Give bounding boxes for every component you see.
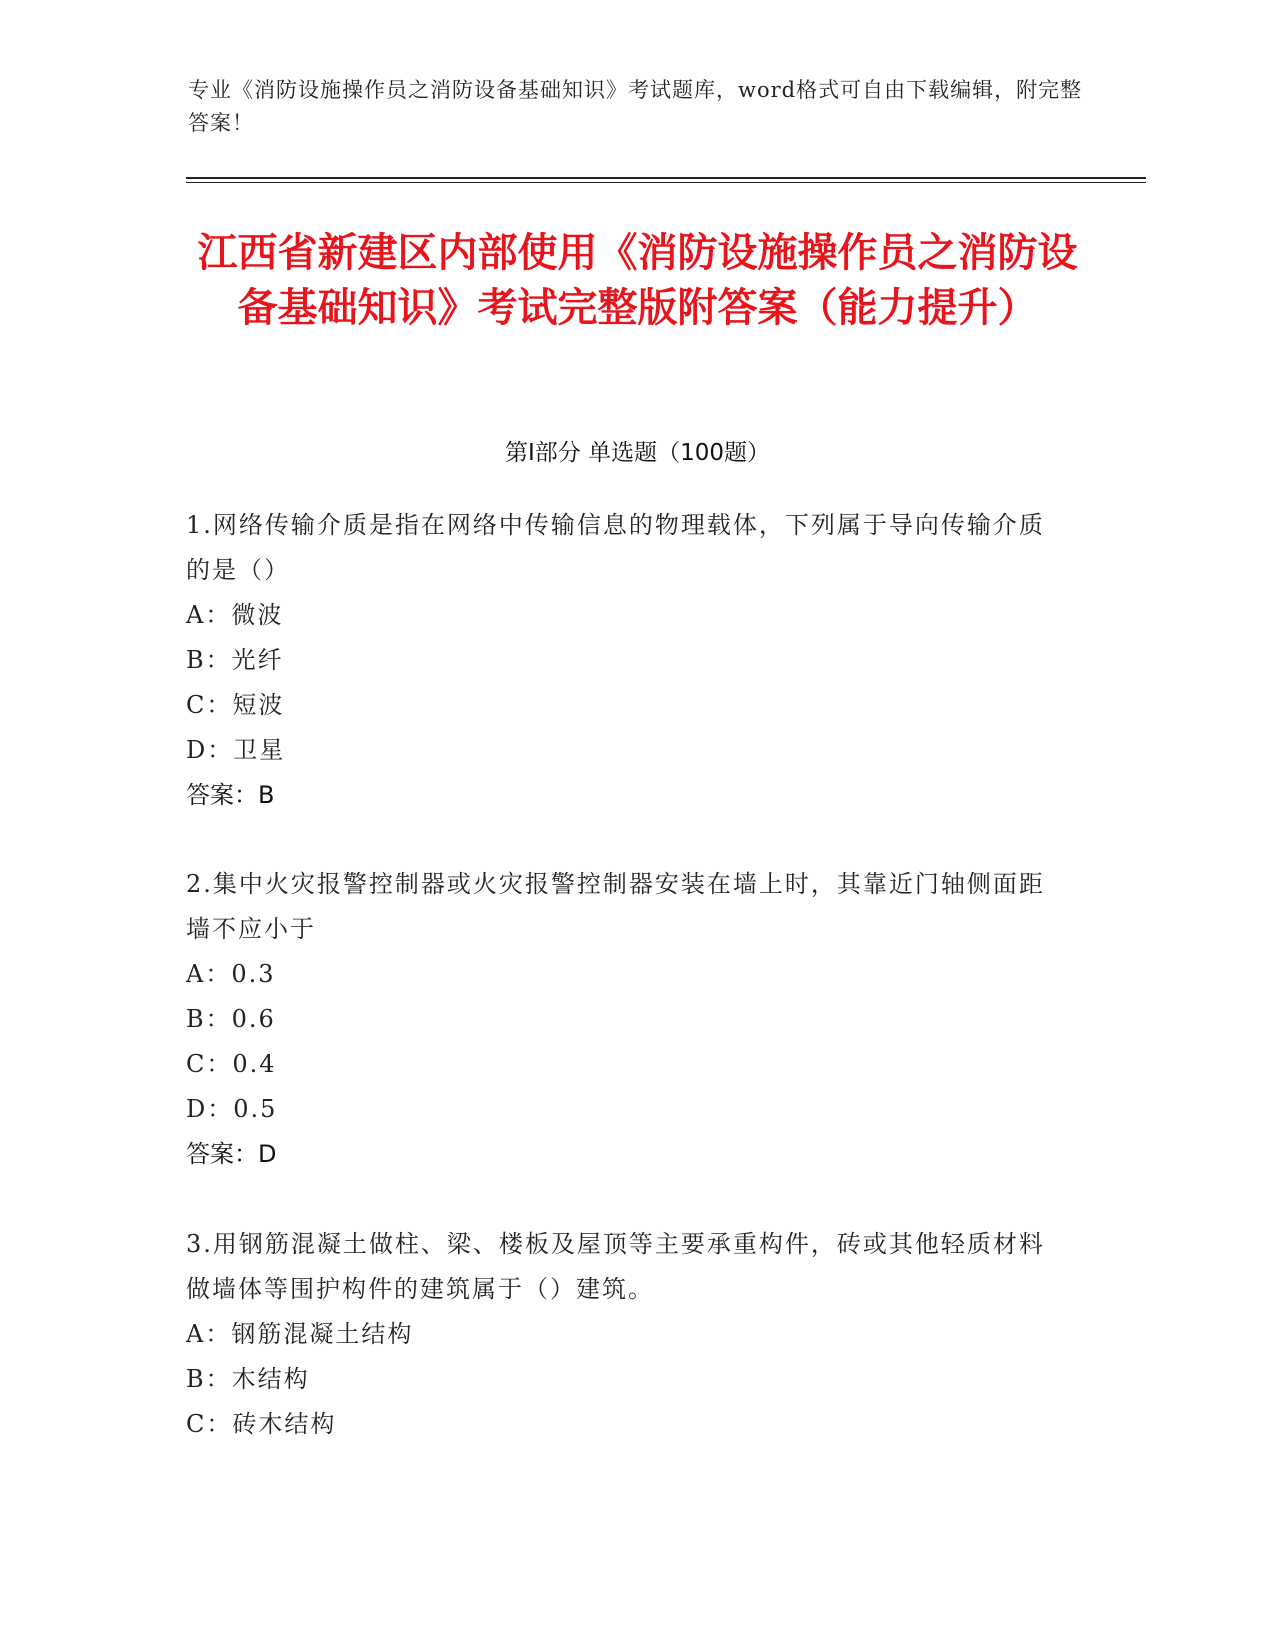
question-stem: 1.网络传输介质是指在网络中传输信息的物理载体，下列属于导向传输介质的是（） (186, 511, 1045, 584)
question-1 (186, 503, 1066, 818)
option-a: A：微波 (186, 601, 284, 629)
question-stem: 2.集中火灾报警控制器或火灾报警控制器安装在墙上时，其靠近门轴侧面距墙不应小于 (186, 870, 1045, 943)
header-divider-thin (186, 182, 1146, 183)
option-d: D：卫星 (186, 736, 286, 764)
answer: 答案：B (186, 781, 275, 809)
answer: 答案：D (186, 1140, 277, 1168)
option-c: C：短波 (186, 691, 285, 719)
header-divider (186, 177, 1146, 179)
option-c: C：0.4 (186, 1050, 277, 1078)
option-b: B：木结构 (186, 1365, 310, 1393)
header-note: 专业《消防设施操作员之消防设备基础知识》考试题库，word格式可自由下载编辑，附完整答案！ (188, 78, 1083, 135)
option-b: B：光纤 (186, 646, 284, 674)
option-b: B：0.6 (186, 1005, 276, 1033)
question-2 (186, 862, 1066, 1177)
option-c: C：砖木结构 (186, 1410, 337, 1438)
option-a: A：0.3 (186, 960, 276, 988)
question-stem: 3.用钢筋混凝土做柱、梁、楼板及屋顶等主要承重构件，砖或其他轻质材料做墙体等围护构件的建筑属于（）建筑。 (186, 1230, 1045, 1303)
section-title: 第I部分 单选题（100题） (505, 440, 770, 466)
option-a: A：钢筋混凝土结构 (186, 1320, 414, 1348)
option-d: D：0.5 (186, 1095, 278, 1123)
question-3 (186, 1222, 1066, 1447)
document-title: 江西省新建区内部使用《消防设施操作员之消防设备基础知识》考试完整版附答案（能力提升） (197, 230, 1078, 331)
